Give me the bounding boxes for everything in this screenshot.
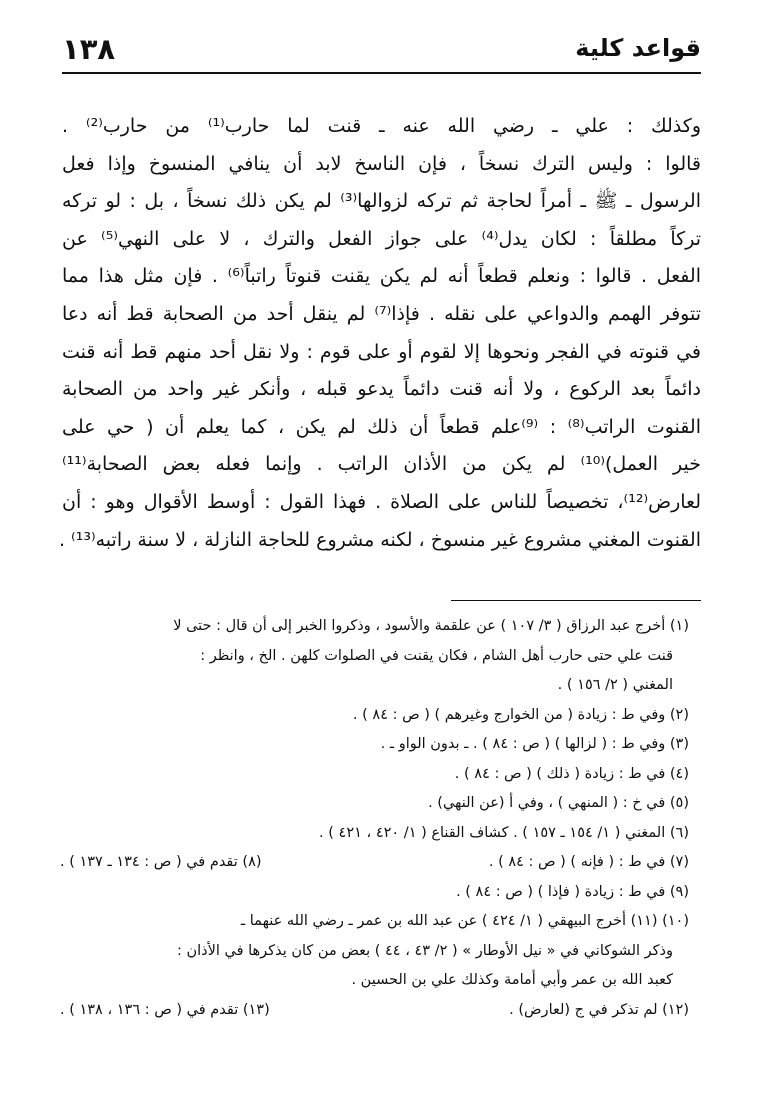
text-line: القنوت الراتب⁽⁸⁾ : ⁽⁹⁾علم قطعاً أن ذلك لم يكن ، كما يعلم أن ( حي على [62, 415, 701, 438]
footnote-6: (٦) المغني ( ١/ ١٥٤ ـ ١٥٧ ) . كشاف القناع ( ١/ ٤٢٠ ، ٤٢١ ) . [319, 824, 689, 841]
footnote-10-11: (١٠) (١١) أخرج البيهقي ( ١/ ٤٢٤ ) عن عبد الله بن عمر ـ رضي الله عنهما ـ [240, 913, 689, 929]
footnotes [60, 612, 689, 1025]
footnote-5: (٥) في خ : ( المنهي ) ، وفي أ (عن النهي) . [428, 795, 689, 811]
footnote-8: (٨) تقدم في ( ص : ١٣٤ ـ ١٣٧ ) . [60, 854, 262, 870]
footnote-13: (١٣) تقدم في ( ص : ١٣٦ ، ١٣٨ ) . [60, 1001, 270, 1018]
footnote-12: (١٢) لم تذكر في ج (لعارض) . [509, 1001, 689, 1018]
text-line: تركاً مطلقاً : لكان يدل⁽⁴⁾ على جواز الفعل والترك ، لا على النهي⁽⁵⁾ عن [62, 227, 701, 250]
footnote-10-11-cont: وذكر الشوكاني في « نيل الأوطار » ( ٢/ ٤٣ ، ٤٤ ) بعض من كان يذكرها في الأذان : [176, 942, 673, 959]
text-line: لعارض⁽¹²⁾، تخصيصاً للناس على الصلاة . فهذا القول : أوسط الأقوال وهو : أن [62, 490, 701, 513]
footnote-3: (٣) وفي ط : ( لزالها ) ( ص : ٨٤ ) . ـ بدون الواو ـ . [380, 736, 689, 752]
main-text [58, 108, 701, 559]
footnote-9: (٩) في ط : زيادة ( فإذا ) ( ص : ٨٤ ) . [456, 883, 689, 900]
footnote-1-cont: المغني ( ٢/ ١٥٦ ) . [557, 677, 673, 693]
footnote-1-cont: قنت علي حتى حارب أهل الشام ، فكان يقنت في الصلوات كلهن . الخ ، وانظر : [200, 647, 673, 664]
text-line: تتوفر الهمم والدواعي على نقله . فإذا⁽⁷⁾ لم ينقل أحد من الصحابة قط أنه دعا [62, 302, 701, 325]
text-line: القنوت المغني مشروع غير منسوخ ، لكنه مشروع للحاجة النازلة ، لا سنة راتبه⁽¹³⁾ . [58, 528, 701, 551]
text-line: الرسول ـ ﷺ ـ أمراً لحاجة ثم تركه لزوالها⁽³⁾ لم يكن ذلك نسخاً ، بل : لو تركه [62, 190, 701, 213]
footnote-12-13 [60, 996, 689, 1026]
running-title: قواعد كلية [575, 34, 701, 62]
page-header [62, 32, 701, 72]
footnote-1: (١) أخرج عبد الرزاق ( ٣/ ١٠٧ ) عن علقمة والأسود ، وذكروا الخبر إلى أن قال : حتى لا [173, 618, 689, 634]
footnote-7: (٧) في ط : ( فإنه ) ( ص : ٨٤ ) . [488, 854, 689, 870]
footnote-4: (٤) في ط : زيادة ( ذلك ) ( ص : ٨٤ ) . [454, 765, 689, 782]
text-line: الفعل . قالوا : ونعلم قطعاً أنه لم يكن يقنت قنوتاً راتباً⁽⁶⁾ . فإن مثل هذا مما [62, 265, 701, 288]
page-number: ١٣٨ [62, 32, 116, 66]
text-line: دائماً بعد الركوع ، ولا أنه قنت دائماً يدعو قبله ، وأنكر غير واحد من الصحابة [62, 378, 701, 401]
footnote-7-8 [60, 848, 689, 878]
footnote-2: (٢) وفي ط : زيادة ( من الخوارج وغيرهم ) ( ص : ٨٤ ) . [352, 706, 689, 723]
text-line: قالوا : وليس الترك نسخاً ، فإن الناسخ لابد أن ينافي المنسوخ وإذا فعل [62, 152, 701, 175]
text-line: وكذلك : علي ـ رضي الله عنه ـ قنت لما حارب⁽¹⁾ من حارب⁽²⁾ . [62, 115, 701, 137]
header-rule [62, 72, 701, 74]
text-line: خير العمل)⁽¹⁰⁾ لم يكن من الأذان الراتب . وإنما فعله بعض الصحابة⁽¹¹⁾ [62, 453, 701, 476]
footnote-10-11-cont: كعبد الله بن عمر وأبي أمامة وكذلك علي بن الحسين . [351, 972, 673, 988]
text-line: في قنوته في الفجر ونحوها إلا لقوم أو على قوم : ولا نقل أحد منهم قط أنه قنت [62, 340, 701, 363]
footnote-separator [451, 600, 701, 601]
